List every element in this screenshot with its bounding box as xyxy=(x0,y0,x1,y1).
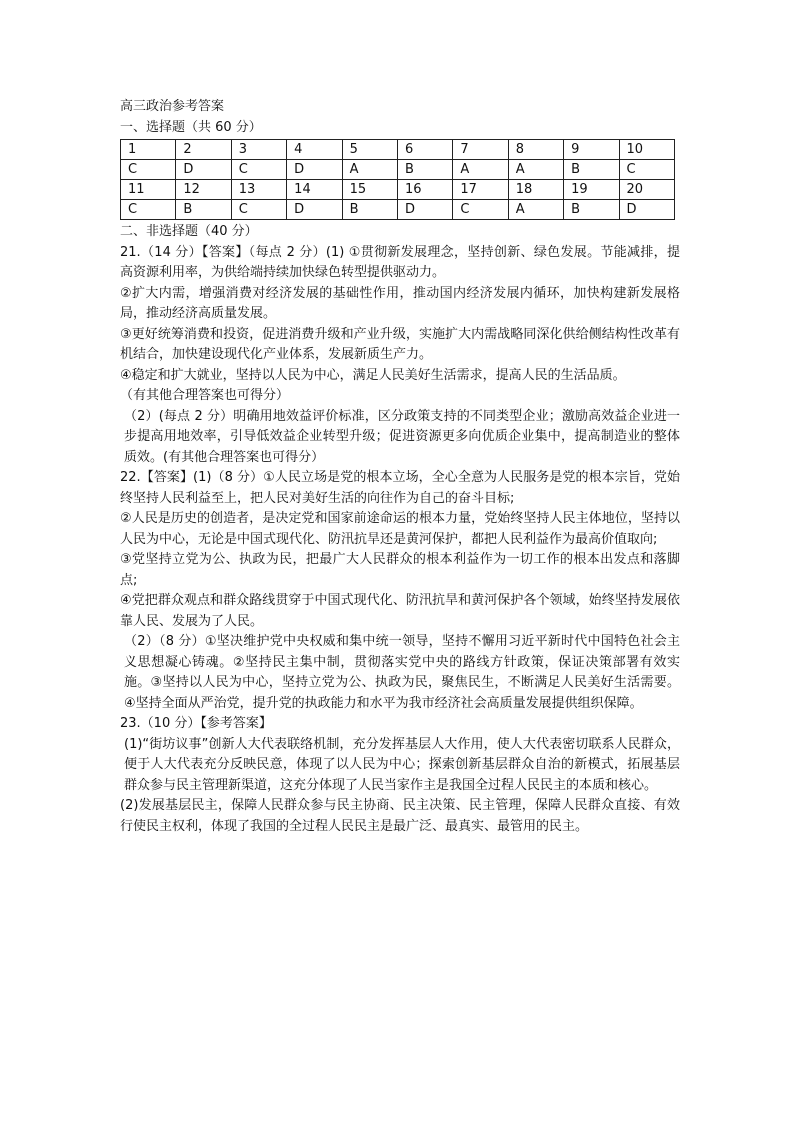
q21-part1-note: （有其他合理答案也可得分） xyxy=(120,388,290,403)
question-number-cell: 15 xyxy=(342,180,397,200)
answer-letter-cell: A xyxy=(508,160,563,180)
question-number-cell: 7 xyxy=(453,140,508,160)
q23-part2: (2)发展基层民主，保障人民群众参与民主协商、民主决策、民主管理，保障人民群众直接、有效行使民主权利，体现了我国的全过程人民民主是最广泛、最真实、最管用的民主。 xyxy=(120,798,680,834)
question-number-cell: 8 xyxy=(508,140,563,160)
answer-table xyxy=(120,139,675,220)
answer-letter-cell: A xyxy=(453,160,508,180)
answer-letter-cell: B xyxy=(397,160,452,180)
answer-letter-cell: C xyxy=(231,200,286,220)
question-number-cell: 5 xyxy=(342,140,397,160)
answer-table-row xyxy=(121,140,675,160)
answer-letter-cell: B xyxy=(564,160,619,180)
question-number-cell: 4 xyxy=(287,140,342,160)
question-number-cell: 13 xyxy=(231,180,286,200)
question-number-cell: 20 xyxy=(619,180,674,200)
answer-letter-cell: D xyxy=(619,200,674,220)
question-number-cell: 16 xyxy=(397,180,452,200)
answer-letter-cell: A xyxy=(342,160,397,180)
q21-part1-point3: ③更好统筹消费和投资，促进消费升级和产业升级，实施扩大内需战略同深化供给侧结构性改革有机结合，加快建设现代化产业体系，发展新质生产力。 xyxy=(120,326,680,362)
question-number-cell: 19 xyxy=(564,180,619,200)
answer-letter-cell: D xyxy=(397,200,452,220)
answer-letter-cell: B xyxy=(176,200,231,220)
question-number-cell: 12 xyxy=(176,180,231,200)
answer-letter-cell: B xyxy=(342,200,397,220)
question-number-cell: 6 xyxy=(397,140,452,160)
question-number-cell: 11 xyxy=(121,180,176,200)
question-number-cell: 18 xyxy=(508,180,563,200)
q21-part1-point4: ④稳定和扩大就业，坚持以人民为中心，满足人民美好生活需求，提高人民的生活品质。 xyxy=(120,367,626,383)
section-nonchoice-heading: 二、非选择题（40 分） xyxy=(120,224,258,239)
question-22 xyxy=(120,468,680,714)
question-number-cell: 3 xyxy=(231,140,286,160)
q21-part1-point2: ②扩大内需，增强消费对经济发展的基础性作用，推动国内经济发展内循环，加快构建新发展格局，推动经济高质量发展。 xyxy=(120,285,680,321)
q23-part1: (1)“街坊议事”创新人大代表联络机制，充分发挥基层人大作用，使人大代表密切联系人民群众，便于人大代表充分反映民意，体现了以人民为中心；探索创新基层群众自治的新模式，拓展基层群众参与民主管理新渠道，这充分体现了人民当家作主是我国全过程人民民主的本质和核心。 xyxy=(124,736,680,793)
answer-document xyxy=(120,97,680,837)
q21-part2: （2）(每点 2 分）明确用地效益评价标准，区分政策支持的不同类型企业；激励高效益企业进一步提高用地效率，引导低效益企业转型升级；促进资源更多向优质企业集中，提高制造业的整体质效。(有其他合理答案也可得分） xyxy=(124,408,680,465)
answer-table-row xyxy=(121,180,675,200)
answer-letter-cell: C xyxy=(619,160,674,180)
answer-table-row xyxy=(121,160,675,180)
q21-part1-point1: 21.（14 分）【答案】（每点 2 分）(1) ①贯彻新发展理念，坚持创新、绿色发展。节能减排，提高资源利用率，为供给端持续加快绿色转型提供驱动力。 xyxy=(120,244,680,280)
q23-heading: 23.（10 分）【参考答案】 xyxy=(120,716,272,731)
q22-part2: （2）（8 分）①坚决维护党中央权威和集中统一领导，坚持不懈用习近平新时代中国特色社会主义思想凝心铸魂。②坚持民主集中制，贯彻落实党中央的路线方针政策，保证决策部署有效实施。③坚持以人民为中心，坚持立党为公、执政为民，聚焦民生，不断满足人民美好生活需要。④坚持全面从严治党，提升党的执政能力和水平为我市经济社会高质量发展提供组织保障。 xyxy=(124,634,680,711)
question-number-cell: 10 xyxy=(619,140,674,160)
q22-part1-point4: ④党把群众观点和群众路线贯穿于中国式现代化、防汛抗旱和黄河保护各个领域，始终坚持发展依靠人民、发展为了人民。 xyxy=(120,593,680,629)
answer-letter-cell: C xyxy=(453,200,508,220)
question-number-cell: 9 xyxy=(564,140,619,160)
answer-letter-cell: C xyxy=(121,200,176,220)
question-number-cell: 1 xyxy=(121,140,176,160)
question-number-cell: 17 xyxy=(453,180,508,200)
question-23 xyxy=(120,714,680,837)
answer-letter-cell: B xyxy=(564,200,619,220)
question-21 xyxy=(120,243,680,469)
q22-part1-point1: 22.【答案】(1)（8 分）①人民立场是党的根本立场，全心全意为人民服务是党的根本宗旨，党始终坚持人民利益至上，把人民对美好生活的向往作为自己的奋斗目标; xyxy=(120,470,680,506)
answer-letter-cell: A xyxy=(508,200,563,220)
answer-letter-cell: C xyxy=(231,160,286,180)
question-number-cell: 2 xyxy=(176,140,231,160)
answer-letter-cell: C xyxy=(121,160,176,180)
q22-part1-point3: ③党坚持立党为公、执政为民，把最广大人民群众的根本利益作为一切工作的根本出发点和落脚点; xyxy=(120,552,680,588)
answer-table-body xyxy=(121,140,675,220)
answer-table-row xyxy=(121,200,675,220)
answer-letter-cell: D xyxy=(287,200,342,220)
question-number-cell: 14 xyxy=(287,180,342,200)
page-title: 高三政治参考答案 xyxy=(120,99,225,114)
answer-letter-cell: D xyxy=(287,160,342,180)
section-choice-heading: 一、选择题（共 60 分） xyxy=(120,119,262,135)
q22-part1-point2: ②人民是历史的创造者，是决定党和国家前途命运的根本力量，党始终坚持人民主体地位，坚持以人民为中心，无论是中国式现代化、防汛抗旱还是黄河保护，都把人民利益作为最高价值取向; xyxy=(120,511,680,547)
answer-letter-cell: D xyxy=(176,160,231,180)
